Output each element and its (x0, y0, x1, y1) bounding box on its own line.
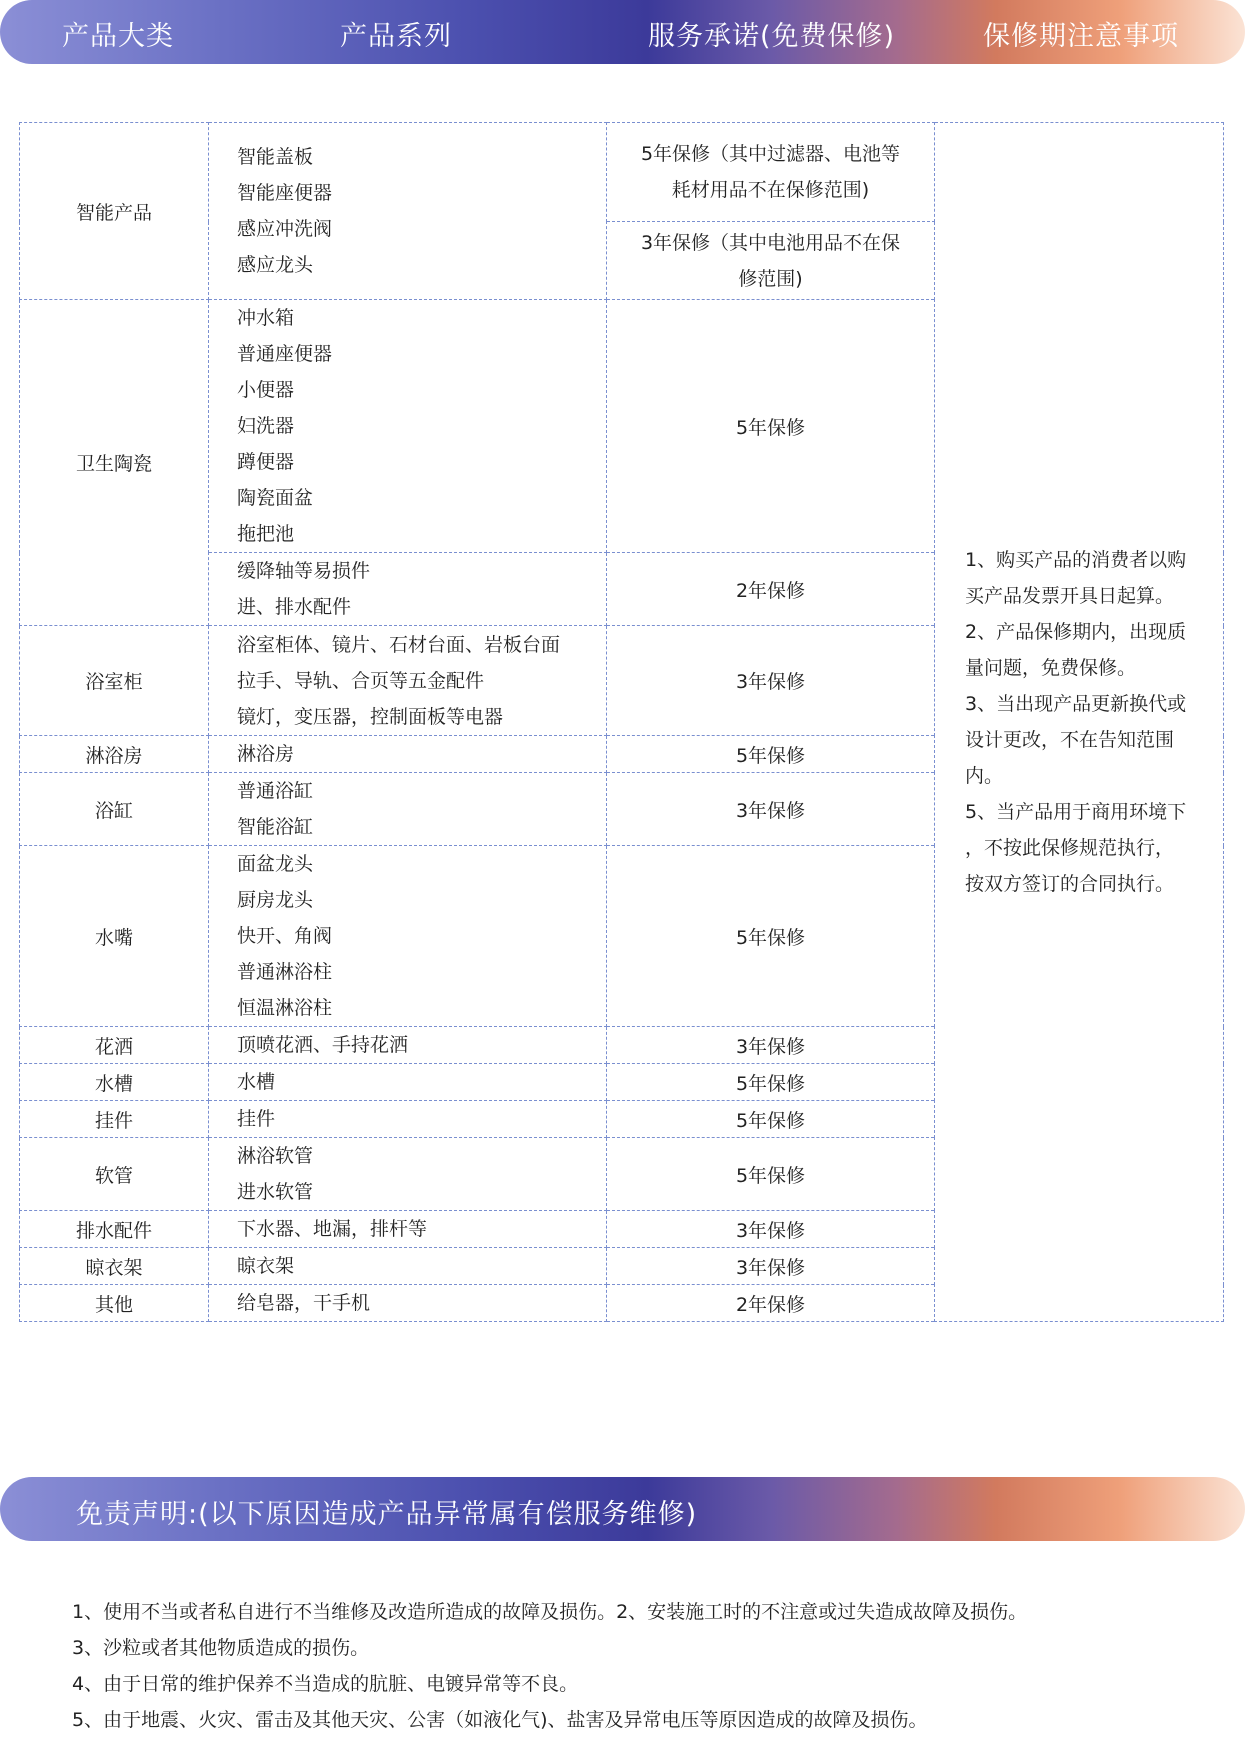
series-cell (209, 1248, 607, 1285)
warranty-text: 5年保修（其中过滤器、电池等 (640, 143, 901, 165)
note-line: 按双方签订的合同执行。 (965, 873, 1175, 895)
series-cell (209, 736, 607, 773)
disclaimer-item: 4、由于日常的维护保养不当造成的肮脏、电镀异常等不良。 (72, 1673, 579, 1695)
warranty-cell: 3年保修 (607, 773, 935, 846)
warranty-table (19, 122, 1224, 1322)
note-line: 3、当出现产品更新换代或 (965, 693, 1187, 715)
category-cell: 浴室柜 (20, 626, 209, 736)
series-item: 普通淋浴柱 (237, 961, 333, 983)
disclaimer-item: 3、沙粒或者其他物质造成的损伤。 (72, 1637, 370, 1659)
series-item: 缓降轴等易损件 (237, 560, 371, 582)
series-item: 进、排水配件 (237, 596, 352, 618)
series-item: 蹲便器 (237, 451, 295, 473)
warranty-cell: 5年保修 (607, 736, 935, 773)
note-line: 设计更改，不在告知范围 (965, 729, 1175, 751)
series-cell (209, 1211, 607, 1248)
warranty-cell: 5年保修 (607, 1101, 935, 1138)
category-cell: 其他 (20, 1285, 209, 1322)
series-item: 顶喷花洒、手持花洒 (237, 1034, 409, 1056)
series-item: 水槽 (237, 1071, 276, 1093)
category-cell: 水槽 (20, 1064, 209, 1101)
category-cell: 软管 (20, 1138, 209, 1211)
series-item: 快开、角阀 (237, 925, 333, 947)
series-item: 进水软管 (237, 1181, 314, 1203)
warranty-cell: 5年保修 (607, 846, 935, 1027)
category-cell: 花洒 (20, 1027, 209, 1064)
warranty-cell (607, 123, 935, 222)
series-item: 淋浴软管 (237, 1145, 314, 1167)
notes-cell (935, 123, 1224, 1322)
warranty-cell: 3年保修 (607, 1027, 935, 1064)
series-cell (209, 553, 607, 626)
series-item: 小便器 (237, 379, 295, 401)
series-cell (209, 1101, 607, 1138)
series-cell (209, 626, 607, 736)
disclaimer-title: 免责声明:(以下原因造成产品异常属有偿服务维修) (76, 1499, 698, 1530)
warranty-cell: 3年保修 (607, 626, 935, 736)
category-cell: 卫生陶瓷 (20, 300, 209, 626)
series-item: 拖把池 (237, 523, 295, 545)
series-item: 智能座便器 (237, 182, 333, 204)
warranty-text: 3年保修（其中电池用品不在保 (640, 231, 901, 254)
warranty-cell: 5年保修 (607, 1138, 935, 1211)
series-item: 感应冲洗阀 (237, 218, 333, 240)
series-item: 冲水箱 (237, 307, 295, 329)
series-cell (209, 773, 607, 846)
note-line: 5、当产品用于商用环境下 (965, 801, 1187, 823)
warranty-cell: 3年保修 (607, 1211, 935, 1248)
note-line: 量问题，免费保修。 (965, 657, 1137, 679)
series-item: 智能浴缸 (237, 816, 314, 838)
series-item: 浴室柜体、镜片、石材台面、岩板台面 (237, 633, 561, 656)
series-item: 普通浴缸 (237, 780, 314, 802)
header-col-series: 产品系列 (340, 21, 452, 52)
series-item: 普通座便器 (237, 343, 333, 365)
category-cell: 智能产品 (20, 123, 209, 300)
series-cell (209, 123, 607, 300)
category-cell: 排水配件 (20, 1211, 209, 1248)
series-item: 拉手、导轨、合页等五金配件 (237, 669, 485, 692)
series-item: 晾衣架 (237, 1255, 295, 1277)
note-line: 买产品发票开具日起算。 (965, 585, 1175, 607)
warranty-text: 修范围) (738, 267, 803, 290)
disclaimer-list (72, 1594, 1027, 1738)
warranty-cell: 3年保修 (607, 1248, 935, 1285)
warranty-cell: 5年保修 (607, 1064, 935, 1101)
series-item: 恒温淋浴柱 (237, 997, 333, 1019)
header-col-category: 产品大类 (62, 21, 174, 52)
category-cell: 浴缸 (20, 773, 209, 846)
warranty-text: 耗材用品不在保修范围) (671, 179, 870, 201)
note-line: 内。 (965, 765, 1004, 787)
series-item: 给皂器，干手机 (237, 1292, 371, 1314)
header-col-notes: 保修期注意事项 (983, 21, 1179, 52)
series-item: 感应龙头 (237, 254, 314, 276)
series-item: 厨房龙头 (237, 889, 314, 911)
table-row (20, 123, 1224, 222)
category-cell: 淋浴房 (20, 736, 209, 773)
warranty-cell (607, 222, 935, 300)
series-cell (209, 1064, 607, 1101)
header-banner (0, 0, 1245, 64)
category-cell: 晾衣架 (20, 1248, 209, 1285)
series-item: 镜灯，变压器，控制面板等电器 (237, 705, 504, 728)
disclaimer-item: 1、使用不当或者私自进行不当维修及改造所造成的故障及损伤。2、安装施工时的不注意或过失造成故障及损伤。 (72, 1601, 1028, 1623)
disclaimer-banner (0, 1477, 1245, 1541)
series-cell (209, 1027, 607, 1064)
category-cell: 水嘴 (20, 846, 209, 1027)
series-cell (209, 300, 607, 553)
series-cell (209, 1138, 607, 1211)
warranty-cell: 2年保修 (607, 553, 935, 626)
series-item: 妇洗器 (237, 415, 295, 437)
note-line: 1、购买产品的消费者以购 (965, 549, 1187, 571)
series-cell (209, 846, 607, 1027)
series-item: 淋浴房 (237, 743, 295, 765)
disclaimer-item: 5、由于地震、火灾、雷击及其他天灾、公害（如液化气)、盐害及异常电压等原因造成的故障及损伤。 (72, 1709, 928, 1731)
series-item: 下水器、地漏，排杆等 (237, 1218, 428, 1240)
series-item: 陶瓷面盆 (237, 487, 314, 509)
header-col-warranty: 服务承诺(免费保修) (648, 21, 896, 52)
series-item: 挂件 (237, 1108, 276, 1130)
series-item: 智能盖板 (237, 146, 314, 168)
warranty-cell: 2年保修 (607, 1285, 935, 1322)
series-cell (209, 1285, 607, 1322)
category-cell: 挂件 (20, 1101, 209, 1138)
warranty-cell: 5年保修 (607, 300, 935, 553)
note-line: ，不按此保修规范执行， (965, 837, 1175, 859)
note-line: 2、产品保修期内，出现质 (965, 621, 1187, 643)
series-item: 面盆龙头 (237, 853, 314, 875)
